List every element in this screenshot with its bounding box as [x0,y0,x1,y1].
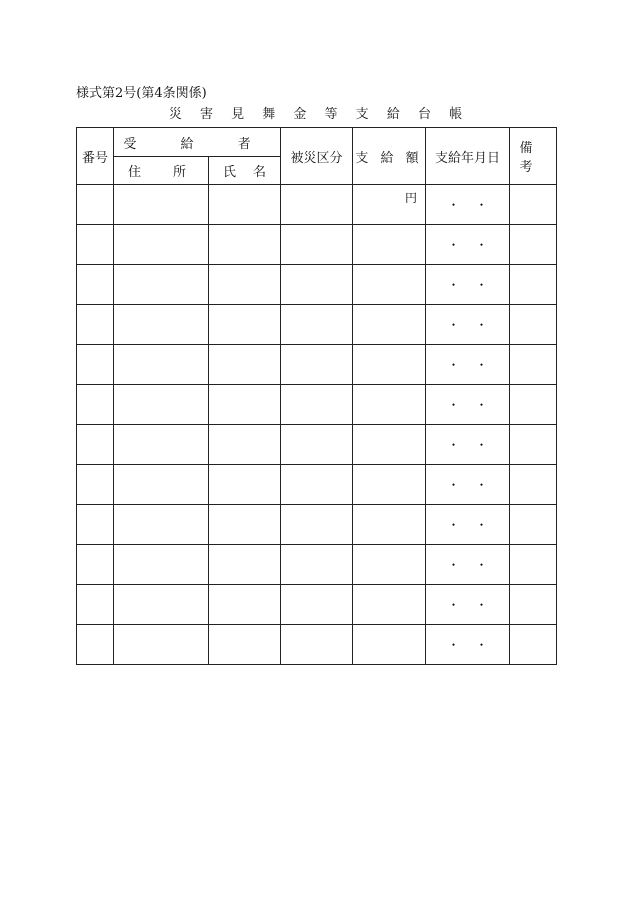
cell-payment-date[interactable] [426,625,510,665]
cell-number[interactable] [77,345,114,385]
cell-name[interactable] [209,345,281,385]
date-separators [426,516,509,533]
cell-disaster-category[interactable] [281,425,353,465]
cell-disaster-category[interactable] [281,385,353,425]
cell-address[interactable] [114,225,209,265]
table-row [77,625,557,665]
date-separator: ・ [475,318,488,332]
header-payment-amount: 支 給 額 [353,128,426,185]
table-row [77,465,557,505]
date-separator: ・ [475,558,488,572]
date-separators [426,316,509,333]
cell-name[interactable] [209,225,281,265]
cell-payment-amount[interactable] [353,545,426,585]
cell-name[interactable] [209,265,281,305]
cell-name[interactable] [209,305,281,345]
yen-unit-label: 円 [404,191,417,205]
table-row [77,425,557,465]
cell-address[interactable] [114,425,209,465]
cell-disaster-category[interactable] [281,505,353,545]
cell-number[interactable] [77,425,114,465]
date-separator: ・ [475,638,488,652]
header-address-right: 所 [172,165,186,180]
date-separator: ・ [447,598,460,612]
cell-disaster-category[interactable] [281,305,353,345]
cell-address[interactable] [114,505,209,545]
cell-payment-amount[interactable] [353,305,426,345]
cell-payment-date[interactable] [426,465,510,505]
cell-disaster-category[interactable] [281,585,353,625]
cell-disaster-category[interactable] [281,545,353,585]
cell-remarks[interactable] [510,425,557,465]
cell-name[interactable] [209,425,281,465]
header-address-left: 住 [128,165,142,180]
cell-payment-date[interactable] [426,585,510,625]
date-separators [426,356,509,373]
cell-payment-date[interactable] [426,545,510,585]
cell-number[interactable] [77,225,114,265]
cell-payment-date[interactable] [426,385,510,425]
cell-payment-amount[interactable] [353,225,426,265]
date-separators [426,396,509,413]
cell-payment-amount[interactable] [353,265,426,305]
header-address [114,157,209,185]
header-name-left: 氏 [223,165,237,180]
header-remarks: 備 考 [510,128,557,185]
cell-number[interactable] [77,465,114,505]
date-separator: ・ [475,278,488,292]
cell-address[interactable] [114,545,209,585]
cell-number[interactable] [77,185,114,225]
cell-address[interactable] [114,345,209,385]
cell-name[interactable] [209,385,281,425]
table-row [77,185,557,225]
date-separator: ・ [447,398,460,412]
cell-disaster-category[interactable] [281,225,353,265]
cell-name[interactable] [209,185,281,225]
date-separator: ・ [447,478,460,492]
date-separators [426,596,509,613]
document-title: 災 害 見 舞 金 等 支 給 台 帳 [168,107,470,122]
cell-remarks[interactable] [510,625,557,665]
cell-name[interactable] [209,625,281,665]
date-separators [426,636,509,653]
cell-number[interactable] [77,585,114,625]
cell-payment-amount[interactable] [353,425,426,465]
cell-payment-amount[interactable] [353,385,426,425]
cell-remarks[interactable] [510,505,557,545]
date-separator: ・ [475,238,488,252]
date-separator: ・ [447,238,460,252]
cell-payment-date[interactable] [426,505,510,545]
cell-name[interactable] [209,585,281,625]
cell-address[interactable] [114,385,209,425]
cell-remarks[interactable] [510,265,557,305]
cell-remarks[interactable] [510,585,557,625]
table-row [77,545,557,585]
ledger-body [77,185,557,665]
cell-number[interactable] [77,545,114,585]
cell-remarks[interactable] [510,225,557,265]
header-number: 番号 [77,128,114,185]
cell-payment-date[interactable] [426,265,510,305]
header-name [209,157,281,185]
cell-payment-amount[interactable] [353,185,426,225]
cell-payment-amount[interactable] [353,345,426,385]
date-separator: ・ [447,438,460,452]
cell-payment-date[interactable] [426,225,510,265]
date-separators [426,476,509,493]
table-row [77,305,557,345]
cell-remarks[interactable] [510,545,557,585]
cell-remarks[interactable] [510,465,557,505]
cell-name[interactable] [209,545,281,585]
date-separator: ・ [475,518,488,532]
cell-payment-date[interactable] [426,185,510,225]
date-separator: ・ [475,198,488,212]
cell-payment-amount[interactable] [353,625,426,665]
date-separator: ・ [475,438,488,452]
cell-remarks[interactable] [510,305,557,345]
date-separator: ・ [447,318,460,332]
table-row [77,505,557,545]
cell-payment-date[interactable] [426,425,510,465]
table-row [77,225,557,265]
cell-remarks[interactable] [510,185,557,225]
form-number: 様式第2号(第4条関係) [76,86,207,101]
cell-address[interactable] [114,305,209,345]
header-disaster-category: 被災区分 [281,128,353,185]
cell-disaster-category[interactable] [281,345,353,385]
date-separator: ・ [447,358,460,372]
cell-payment-date[interactable] [426,305,510,345]
date-separator: ・ [475,358,488,372]
cell-address[interactable] [114,585,209,625]
cell-address[interactable] [114,625,209,665]
cell-address[interactable] [114,465,209,505]
cell-disaster-category[interactable] [281,185,353,225]
table-row [77,265,557,305]
cell-disaster-category[interactable] [281,265,353,305]
date-separator: ・ [447,198,460,212]
header-name-right: 名 [252,165,266,180]
ledger-table [76,127,557,665]
date-separator: ・ [447,518,460,532]
date-separator: ・ [447,638,460,652]
header-recipient: 受 給 者 [114,128,281,157]
cell-number[interactable] [77,505,114,545]
date-separators [426,236,509,253]
cell-address[interactable] [114,185,209,225]
cell-remarks[interactable] [510,385,557,425]
cell-address[interactable] [114,265,209,305]
cell-remarks[interactable] [510,345,557,385]
header-row-top [77,128,557,157]
date-separators [426,276,509,293]
cell-number[interactable] [77,625,114,665]
cell-disaster-category[interactable] [281,465,353,505]
cell-number[interactable] [77,385,114,425]
header-payment-date: 支給年月日 [426,128,510,185]
cell-number[interactable] [77,265,114,305]
table-row [77,345,557,385]
date-separators [426,196,509,213]
cell-name[interactable] [209,465,281,505]
cell-payment-amount[interactable] [353,505,426,545]
date-separator: ・ [447,558,460,572]
cell-payment-date[interactable] [426,345,510,385]
cell-payment-amount[interactable] [353,585,426,625]
table-row [77,385,557,425]
date-separators [426,436,509,453]
cell-disaster-category[interactable] [281,625,353,665]
cell-name[interactable] [209,505,281,545]
date-separator: ・ [447,278,460,292]
date-separator: ・ [475,478,488,492]
cell-number[interactable] [77,305,114,345]
cell-payment-amount[interactable] [353,465,426,505]
date-separator: ・ [475,598,488,612]
date-separators [426,556,509,573]
table-row [77,585,557,625]
date-separator: ・ [475,398,488,412]
